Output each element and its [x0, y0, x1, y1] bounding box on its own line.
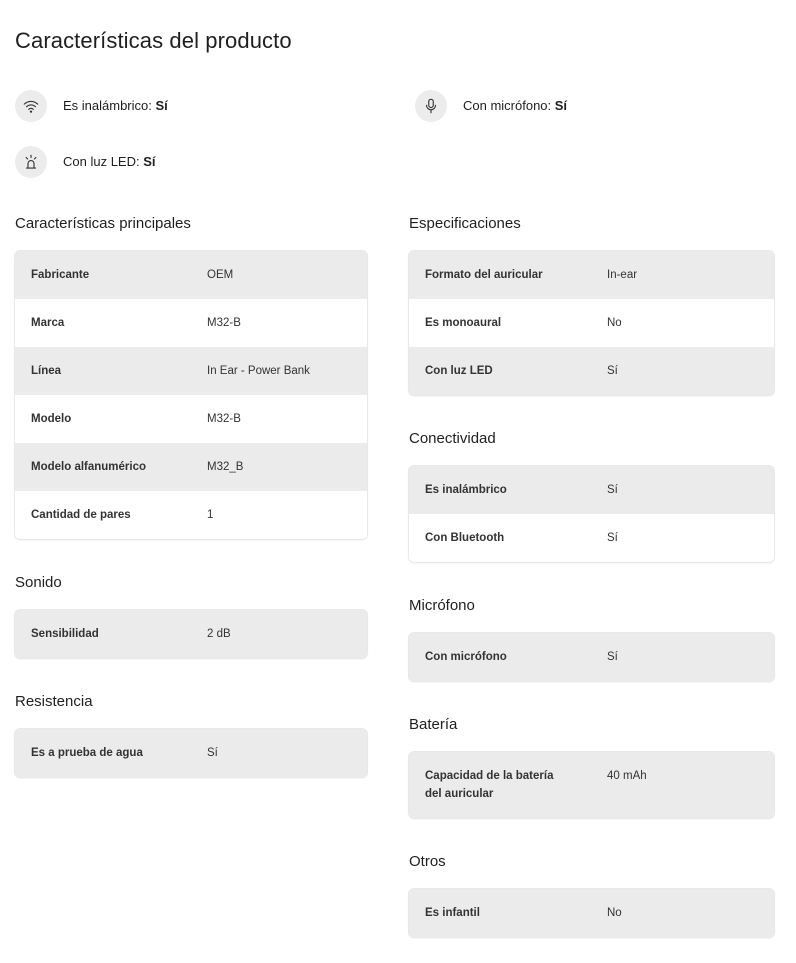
- row-value: M32_B: [207, 461, 244, 473]
- led-light-icon: [15, 146, 47, 178]
- row-value: In Ear - Power Bank: [207, 365, 310, 377]
- highlight-text: Con micrófono: Sí: [463, 98, 568, 113]
- row-value: Sí: [607, 365, 618, 377]
- table-resistencia: [15, 729, 367, 777]
- row-value: Sí: [207, 747, 218, 759]
- row-value: In-ear: [607, 269, 638, 281]
- table-row: [15, 347, 367, 395]
- wifi-icon: [15, 90, 47, 122]
- microphone-icon: [415, 90, 447, 122]
- row-key: Es inalámbrico: [425, 484, 507, 496]
- row-value: M32-B: [207, 317, 241, 329]
- table-row: [409, 889, 774, 937]
- table-row: [15, 251, 367, 299]
- table-bateria: [409, 752, 774, 818]
- row-value: Sí: [607, 532, 618, 544]
- table-sonido: [15, 610, 367, 658]
- section-title-principales: Características principales: [15, 215, 191, 232]
- row-value: M32-B: [207, 413, 241, 425]
- section-title-bateria: Batería: [409, 716, 458, 733]
- section-title-especificaciones: Especificaciones: [409, 215, 521, 232]
- section-title-microfono: Micrófono: [409, 597, 475, 614]
- section-title-otros: Otros: [409, 853, 446, 870]
- row-key: Es monoaural: [425, 317, 502, 329]
- row-value: 40 mAh: [607, 770, 647, 782]
- row-value: Sí: [607, 651, 618, 663]
- section-title-resistencia: Resistencia: [15, 693, 93, 710]
- row-value: 2 dB: [207, 628, 231, 640]
- table-row: [409, 752, 774, 818]
- section-title-conectividad: Conectividad: [409, 430, 496, 447]
- highlight-microphone: [415, 89, 567, 122]
- row-key: Es a prueba de agua: [31, 747, 143, 759]
- table-microfono: [409, 633, 774, 681]
- table-row: [409, 347, 774, 395]
- table-conectividad: [409, 466, 774, 562]
- row-key: Capacidad de la batería del auricular: [425, 770, 554, 800]
- table-principales: [15, 251, 367, 539]
- table-row: [15, 729, 367, 777]
- table-row: [15, 443, 367, 491]
- highlight-text: Es inalámbrico: Sí: [63, 98, 168, 113]
- row-key: Modelo: [31, 413, 72, 425]
- page-title: Características del producto: [15, 28, 292, 53]
- row-key: Cantidad de pares: [31, 509, 131, 521]
- table-row: [15, 610, 367, 658]
- highlight-wireless: [15, 89, 168, 122]
- row-key: Línea: [31, 365, 62, 377]
- row-value: OEM: [207, 269, 234, 281]
- row-key: Es infantil: [425, 907, 480, 919]
- row-key: Formato del auricular: [425, 269, 543, 281]
- section-title-sonido: Sonido: [15, 574, 62, 591]
- row-key: Con micrófono: [425, 651, 507, 663]
- table-row: [15, 491, 367, 539]
- row-key: Sensibilidad: [31, 628, 99, 640]
- row-key: Modelo alfanumérico: [31, 461, 147, 473]
- row-value: No: [607, 317, 622, 329]
- table-row: [409, 251, 774, 299]
- table-row: [409, 633, 774, 681]
- row-key: Con luz LED: [425, 365, 493, 377]
- table-especificaciones: [409, 251, 774, 395]
- table-row: [409, 466, 774, 514]
- table-row: [15, 299, 367, 347]
- row-value: 1: [207, 509, 214, 521]
- row-key: Marca: [31, 317, 65, 329]
- row-key: Con Bluetooth: [425, 532, 505, 544]
- row-value: Sí: [607, 484, 618, 496]
- highlight-text: Con luz LED: Sí: [63, 154, 156, 169]
- table-row: [15, 395, 367, 443]
- highlight-led: [15, 145, 156, 178]
- table-row: [409, 299, 774, 347]
- table-otros: [409, 889, 774, 937]
- table-row: [409, 514, 774, 562]
- row-value: No: [607, 907, 622, 919]
- row-key: Fabricante: [31, 269, 90, 281]
